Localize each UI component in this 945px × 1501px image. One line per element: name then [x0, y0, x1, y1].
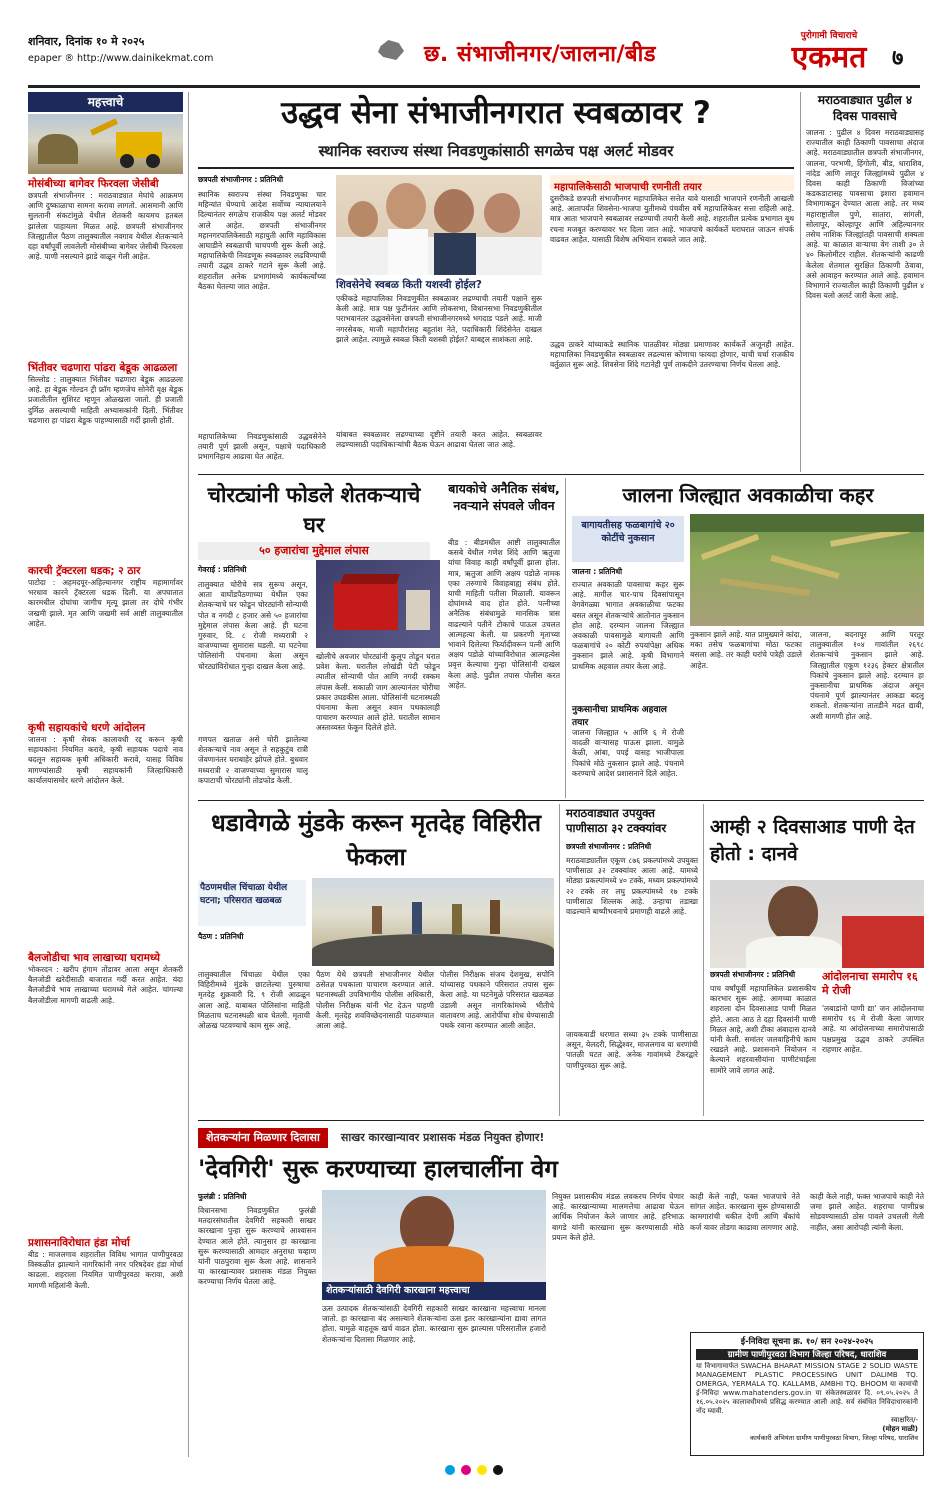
color-swatch	[477, 1465, 487, 1475]
color-swatch	[461, 1465, 471, 1475]
epaper-url[interactable]: epaper ® http://www.dainikekmat.com	[28, 53, 214, 64]
water-dateline: छत्रपती संभाजीनगर : प्रतिनिधी	[566, 842, 652, 851]
sidebar-item-title: भिंतीवर चढणारा पांढरा बेडूक आढळला	[28, 362, 178, 374]
tender-sign-name: (मोहन माळी)	[882, 1425, 918, 1433]
lead-body: यांबाबत स्वबळावर लढण्याच्या दृष्टीने तयारी करत आहेत. स्वबळावर लढण्यासाठी पदाधिकाऱ्यांची बैठक घेऊन आढावा घेतला जात आहे.	[336, 430, 542, 450]
tender-body: या विभागामार्फत SWACHA BHARAT MISSION STAGE 2 SOLID WASTE MANAGEMENT PLASTIC PROCESSING UNIT DALIMB TQ. OMERGA, YERMALA TQ. KALLAMB, AMBHI TQ. BHOOM या कामांची ई-निविदा www.mahatenders.gov.in या संकेतस्थळावर दि. ०९.०५.२०२५ ते १६.०५.२०२५ कालावधीमध्ये प्रसिद्ध करण्यात आली आहे. सर्व संबंधित निविदाधारकांनी नोंद घ्यावी.	[696, 1362, 918, 1415]
water-headline: मराठवाड्यात उपयुक्त पाणीसाठा ३२ टक्क्यांवर	[566, 806, 667, 835]
sidebar-item	[28, 362, 183, 557]
lead-body: महापालिकेच्या निवडणुकांसाठी उद्धवसेनेने तयारी पूर्ण झाली असून, पक्षाचे पदाधिकारी प्रभागनिहाय आढावा घेत आहेत.	[198, 432, 326, 462]
registration-strip	[28, 1465, 920, 1477]
sidebar-item-title: प्रशासनाविरोधात हंडा मोर्चा	[28, 1237, 130, 1249]
sugar-banner	[198, 1126, 924, 1146]
lead-subhead: स्थानिक स्वराज्य संस्था निवडणुकांसाठी सगळेच पक्ष अलर्ट मोडवर	[318, 142, 674, 160]
column-divider	[559, 804, 560, 1116]
danve-body: पाच वर्षांपूर्वी महापालिकेत प्रशासकीय कारभार सुरू आहे. आमच्या काळात शहराला दोन दिवसाआड पाणी मिळत होते. आता आठ ते दहा दिवसांनी पाणी मिळत आहे, अशी टीका अंबादास दानवे यांनी केली. समांतर जलवाहिनीचे काम रखडले आहे. प्रशासनाने नियोजन न केल्याने शहरवासीयांना पाणीटंचाईला सामोरे जावे लागत आहे.	[710, 984, 816, 1075]
weather-body: जालना : पुढील ४ दिवस मराठवाड्यासह राज्यातील काही ठिकाणी पावसाचा अंदाज आहे. मराठवाड्यातील छत्रपती संभाजीनगर, जालना, परभणी, हिंगोली, बीड, धाराशिव, नांदेड आणि लातूर जिल्ह्यांमध्ये पुढील ४ दिवस काही ठिकाणी विजांच्या कडकडाटासह पावसाचा इशारा हवामान विभागाकडून देण्यात आला आहे. तर मध्य महाराष्ट्रातील पुणे, सातारा, सांगली, सोलापूर, कोल्हापूर आणि अहिल्यानगर तसेच नाशिक जिल्ह्यांतही पावसाची शक्यता आहे. या काळात वाऱ्याचा वेग ताशी ३० ते ४० किलोमीटर राहील. शेतकऱ्यांनी काढणी केलेला शेतमाल सुरक्षित ठिकाणी ठेवावा, असे आवाहन करण्यात आले आहे. हवामान विभागाने राज्यातील काही ठिकाणी पुढील ४ दिवस यलो अलर्ट जारी केला आहे.	[806, 128, 924, 301]
murder-body: पोलीस निरीक्षक संजय देशमुख, सपोनि यांच्यासह पथकाने परिसरात तपास सुरू केला आहे. या घटनेमुळे परिसरात खळबळ उडाली असून नागरिकांमध्ये भीतीचे वातावरण आहे. आरोपींचा शोध घेण्यासाठी पथके रवाना करण्यात आली आहेत.	[440, 970, 554, 1031]
brand-tagline: पुरोगामी विचाराचे	[800, 31, 858, 41]
masthead	[0, 0, 945, 88]
bjp-strategy-body: दुसरीकडे छत्रपती संभाजीनगर महापालिकेत सत्तेत यावे यासाठी भाजपाने रणनीती आखली आहे. आतापर्यंत शिवसेना-भाजपा युतीमध्ये पंचवीस वर्षे महापालिकेवर सत्ता राहिली आहे. मात्र आता भाजपाने स्वबळावर लढण्याची तयारी केली आहे. शहरातील प्रत्येक प्रभागात बूथ रचना मजबूत करण्यावर भर दिला जात आहे. भाजपाचे कार्यकर्ते घराघरात जाऊन संपर्क वाढवत आहेत. यासाठी विशेष अभियान राबवले जात आहे.	[550, 194, 794, 244]
banana-farm-photo	[690, 514, 924, 626]
sidebar-item-title: बैलजोडीचा भाव लाखाच्या घरामध्ये	[28, 952, 160, 964]
jalna-sub: बागायतीसह फळबागांचे २० कोटींचे नुकसान	[572, 516, 684, 562]
murder-sub: पैठणमधील चिंचाळा येथील घटना; परिसरात खळबळ	[198, 880, 306, 926]
section-rule	[198, 474, 924, 475]
lead-dateline: छत्रपती संभाजीनगर : प्रतिनिधी	[198, 175, 284, 184]
sidebar-label: महत्त्वाचे	[28, 92, 183, 112]
section-rule	[198, 800, 924, 801]
affair-headline: बायकोचे अनैतिक संबंध, नवऱ्याने संपवले जीवन	[448, 481, 560, 513]
lead-rule	[198, 167, 794, 169]
page-number: ७	[892, 46, 904, 71]
theft-sub: ५० हजारांचा मुद्देमाल लंपास	[198, 542, 430, 560]
theft-body: खोलीचे अवजार चोरट्यांनी कुलूप तोडून घरात प्रवेश केला. घरातील लोखंडी पेटी फोडून त्यातील सोन्याची पोत आणि नगदी रक्कम लंपास केली. सकाळी जाग आल्यानंतर चोरीचा प्रकार उघडकीस आला. पोलिसांनी घटनास्थळी पंचनामा केला असून श्वान पथकालाही पाचारण करण्यात आले होते. घरातील सामान अस्ताव्यस्त फेकून दिलेले होते.	[316, 652, 440, 733]
danve-body: काही केले नाही, फक्त भाजपाचे काही नेते जमा झाले आहेत. शहराचा पाणीप्रश्न सोडवण्यासाठी ठोस पावले उचलली गेली नाहीत, असा आरोपही त्यांनी केला.	[810, 1192, 924, 1232]
water-body: मराठवाड्यातील एकूण ८७६ प्रकल्पांमध्ये उपयुक्त पाणीसाठा ३२ टक्क्यांवर आला आहे. यामध्ये मोठ्या प्रकल्पांमध्ये ४० टक्के, मध्यम प्रकल्पांमध्ये २२ टक्के तर लघु प्रकल्पांमध्ये १७ टक्के पाणीसाठा शिल्लक आहे. उन्हाचा तडाखा वाढल्याने बाष्पीभवनाचे प्रमाणही वाढले आहे.	[566, 856, 698, 917]
danve-photo	[710, 880, 924, 968]
broken-box-photo	[316, 560, 440, 648]
weather-title: मराठवाड्यात पुढील ४ दिवस पावसाचे	[817, 93, 913, 123]
sidebar-item	[28, 565, 183, 715]
tender-title: ई-निविदा सूचना क्र. १०/ सन २०२४-२०२५	[740, 1337, 874, 1347]
column-divider	[565, 478, 566, 798]
sidebar-divider	[188, 92, 189, 1457]
issue-date: शनिवार, दिनांक १० मे २०२५	[28, 35, 145, 48]
column-divider	[703, 804, 704, 1116]
bjp-strategy-body: उद्धव ठाकरे यांच्याकडे स्थानिक पातळीवर मोठ्या प्रमाणावर कार्यकर्ते अजूनही आहेत. महापालिका निवडणुकीत स्वबळावर लढल्यास कोणाचा फायदा होणार, याची चर्चा राजकीय वर्तुळात सुरू आहे. शिवसेना शिंदे गटानेही पूर्ण ताकदीने उतरण्याचा निर्णय घेतला आहे.	[550, 340, 794, 370]
jcb-photo	[28, 114, 183, 174]
jalna-body: राज्यात अवकाळी पावसाचा कहर सुरू आहे. मागील चार-पाच दिवसांपासून वेगवेगळ्या भागात अवकाळीचा फटका बसत असून शेतकऱ्यांचे आतोनात नुकसान होत आहे. दरम्यान जालना जिल्ह्यात अवकाळी पावसामुळे बागायती आणि फळबागांचे २० कोटी रुपयांपेक्षा अधिक नुकसान झाले आहे. कृषी विभागाने प्राथमिक अहवाल तयार केला आहे.	[572, 580, 684, 671]
sugar-body: विधानसभा निवडणुकीत फुलंब्री मतदारसंघातील देवगिरी सहकारी साखर कारखाना पुन्हा सुरू करण्याचे आश्वासन देण्यात आले होते. त्यानुसार हा कारखाना सुरू करण्यासाठी आमदार अनुराधा चव्हाण यांनी पाठपुरावा सुरू केला आहे. शासनाने या कारखान्यावर प्रशासक मंडळ नियुक्त करण्याचा निर्णय घेतला आहे.	[198, 1206, 316, 1287]
sidebar-item-title: मोसंबीच्या बागेवर फिरवला जेसीबी	[28, 178, 159, 190]
lead-headline: उद्धव सेना संभाजीनगरात स्वबळावर ?	[281, 95, 711, 131]
sugar-banner-right: साखर कारखान्यावर प्रशासक मंडळ नियुक्त होणार!	[340, 1131, 545, 1144]
jalna-body: जालना, बदनापूर आणि परतूर तालुक्यातील १०४ गावांतील २६९८ शेतकऱ्यांचे नुकसान झाले आहे. जिल्ह्यातील एकूण १२३६ हेक्टर क्षेत्रातील पिकांचे नुकसान झाले आहे. दरम्यान हा नुकसानीचा प्राथमिक अंदाज असून पंचनामे पूर्ण झाल्यानंतर आकडा बदलू शकतो. शेतकऱ्यांना तातडीने मदत द्यावी, अशी मागणी होत आहे.	[810, 630, 924, 721]
sugar-photo-caption: शेतकऱ्यांसाठी देवगिरी कारखाना महत्त्वाचा	[322, 1282, 546, 1300]
theft-body: तालुक्यात चोरीचे सत्र सुरूच असून, आता वाघोंडपैठणाच्या येथील एका शेतकऱ्याचे घर फोडून चोरट्यांनी सोन्याची पोत व नगदी ८ हजार असे ५० हजारांचा मुद्देमाल लंपास केला आहे. ही घटना गुरुवार, दि. ८ रोजी मध्यरात्री २ वाजण्याच्या सुमारास घडली. या घटनेचा पोलिसांनी पंचनामा केला असून चोरट्यांविरोधात गुन्हा दाखल केला आहे.	[198, 580, 308, 671]
murder-dateline: पैठण : प्रतिनिधी	[198, 932, 244, 941]
sugar-dateline: फुलंब्री : प्रतिनिधी	[198, 1192, 247, 1201]
danve-sub-body: 'लबाडांनो पाणी द्या' जन आंदोलनाचा समारोप १६ मे रोजी केला जाणार आहे. या आंदोलनाच्या समारोपासाठी पक्षप्रमुख उद्धव ठाकरे उपस्थित राहणार आहेत.	[822, 1004, 924, 1054]
brand-logo	[778, 28, 880, 84]
theft-dateline: गेवराई : प्रतिनिधी	[198, 565, 247, 574]
mla-photo	[322, 1190, 546, 1282]
sidebar-item-body: भोकरदन : खरीप हंगाम तोंडावर आला असून शेतकरी बैलजोडी खरेदीसाठी बाजारात गर्दी करत आहेत. यंदा बैलजोडीचे भाव लाखाच्या घरामध्ये गेले आहेत. चांगल्या बैलजोडीला मागणी वाढली आहे.	[28, 965, 183, 1005]
sidebar-item-body: छत्रपती संभाजीनगर : मराठवाड्यात मेघांचे आक्रमण आणि दुष्काळाचा सामना करावा लागतो. आसमानी आणि सुलतानी संकटांमुळे येथील शेतकरी कायमच हतबल झालेला पाहायला मिळत आहे. छत्रपती संभाजीनगर जिल्ह्यातील पैठण तालुक्यातील नवगाव येथील शेतकऱ्याने दहा वर्षांपूर्वी लावलेली मोसंबीच्या बागेवर जेसीबी फिरवला आहे. पाणी नसल्याने झाडे वाळून गेली आहेत.	[28, 191, 183, 262]
leaders-photo	[336, 175, 542, 275]
jalna-body: जालना जिल्ह्यात ५ आणि ६ मे रोजी वादळी वाऱ्यासह पाऊस झाला. यामुळे केळी, आंबा, पपई यासह भाजीपाला पिकांचे मोठे नुकसान झाले आहे. पंचनामे करण्याचे आदेश प्रशासनाने दिले आहेत.	[572, 728, 684, 778]
sidebar-item	[28, 722, 183, 947]
sidebar-item-body: सिल्लोड : तालुक्यात भिंतीवर चढणारा बेडूक आढळला आहे. हा बेडूक गोल्डन ट्री फ्रॉग म्हणजेच सोनेरी वृक्ष बेडूक प्रजातीतील सुशिरट म्हणून ओळखला जातो. ही प्रजाती दुर्मिळ असल्याची माहिती अभ्यासकांनी दिली. भिंतीवर चढणारा हा पांढरा बेडूक पाहण्यासाठी गर्दी झाली होती.	[28, 375, 183, 425]
murder-body: पैठण येथे छत्रपती संभाजीनगर येथील ठसेतज्ञ पथकाला पाचारण करण्यात आले. घटनास्थळी उपविभागीय पोलीस अधिकारी, पोलीस निरीक्षक यांनी भेट देऊन पाहणी केली. मृतदेह शवविच्छेदनासाठी पाठवण्यात आला आहे.	[316, 970, 434, 1031]
water-body: जायकवाडी धरणात सध्या ३५ टक्के पाणीसाठा असून, येलदरी, सिद्धेश्वर, माजलगाव या धरणांची पातळी घटत आहे. अनेक गावांमध्ये टँकरद्वारे पाणीपुरवठा सुरू आहे.	[566, 1030, 698, 1070]
masthead-rule	[28, 85, 920, 88]
crime-scene-photo	[312, 878, 554, 966]
tender-notice	[690, 1332, 924, 1456]
sugar-caption-text: ऊस उत्पादक शेतकऱ्यांसाठी देवगिरी सहकारी साखर कारखाना महत्त्वाचा मानला जातो. हा कारखाना बंद असल्याने शेतकऱ्यांना ऊस इतर कारखान्यांना द्यावा लागत होता. यामुळे वाहतूक खर्च वाढत होता. कारखाना सुरू झाल्यास परिसरातील हजारो शेतकऱ्यांना दिलासा मिळणार आहे.	[322, 1304, 546, 1344]
sidebar-item-title: कृषी सहायकांचे धरणे आंदोलन	[28, 722, 146, 734]
sidebar-item	[28, 1237, 183, 1455]
lead-caption-text: एकीकडे महापालिका निवडणुकीत स्वबळावर लढण्याची तयारी पक्षाने सुरू केली आहे. मात्र पक्ष फुटीनंतर आणि लोकसभा, विधानसभा निवडणुकीतील पराभवानंतर उद्धवसेनेला छत्रपती संभाजीनगरमध्ये भगदाड पडले आहे. माजी नगरसेवक, माजी महापौरांसह बहुतांश नेते, पदाधिकारी शिंदेसेनेत दाखल झाले आहेत. त्यामुळे स्वबळ किती यशस्वी होईल? याबद्दल साशंकता आहे.	[336, 294, 542, 344]
tender-dept: ग्रामीण पाणीपुरवठा विभाग जिल्हा परिषद, धाराशिव	[696, 1349, 918, 1360]
tender-sign-role: कार्यकारी अभियंता ग्रामीण पाणीपुरवठा विभाग, जिल्हा परिषद, धाराशिव	[750, 1434, 918, 1442]
tender-sign-place: स्वाक्षरित/-	[891, 1416, 918, 1424]
danve-sub: आंदोलनाचा समारोप १६ मे रोजी	[822, 970, 918, 997]
murder-body: तालुक्यातील चिंचाळा येथील एका विहिरीमध्ये मुंडके छाटलेल्या पुरुषाचा मृतदेह शुक्रवारी दि. ९ रोजी आढळून आला आहे. याबाबत पोलिसांना माहिती मिळताच घटनास्थळी धाव घेतली. मृताची ओळख पटवण्याचे काम सुरू आहे.	[198, 970, 310, 1031]
sidebar-item-title: कारची ट्रॅक्टरला धडक; २ ठार	[28, 565, 141, 577]
murder-headline: धडावेगळे मुंडके करून मृतदेह विहिरीत फेकला	[210, 809, 542, 871]
jalna-headline: जालना जिल्ह्यात अवकाळीचा कहर	[622, 483, 874, 507]
lead-body: स्थानिक स्वराज्य संस्था निवडणुका चार महिन्यांत घेण्याचे आदेश सर्वोच्च न्यायालयाने दिल्यानंतर सगळेच राजकीय पक्ष अलर्ट मोडवर आले आहेत. छत्रपती संभाजीनगर महानगरपालिकेसाठी महायुती आणि महाविकास आघाडीने स्वबळाची चाचपणी सुरू केली आहे. महापालिकेची निवडणूक स्वबळावर लढविण्याची तयारी उद्धव ठाकरे गटाने सुरू केली आहे. शहरातील अनेक प्रभागांमध्ये कार्यकर्त्यांच्या बैठका घेतल्या जात आहेत.	[198, 190, 326, 291]
map-icon	[378, 40, 404, 60]
jalna-photo-caption: नुकसान झाले आहे. यात प्रामुख्याने कांदा, मका तसेच फळबागांचा मोठा फटका बसला आहे. तर काही घरांचे पत्रेही उडाले आहेत.	[690, 630, 802, 670]
sugar-body: नियुक्त प्रशासकीय मंडळ लवकरच निर्णय घेणार आहे. कारखान्याच्या मालमत्तेचा आढावा घेऊन आर्थिक नियोजन केले जाणार आहे. हरिभाऊ बागडे यांनी कारखाना सुरू करण्यासाठी मोठे प्रयत्न केले होते.	[552, 1192, 684, 1242]
sugar-body: काही केले नाही, फक्त भाजपाचे नेते सांगत आहेत. कारखाना सुरू होण्यासाठी कामगारांची थकीत देणी आणि बँकांचे कर्ज यावर तोडगा काढावा लागणार आहे.	[690, 1192, 800, 1232]
jalna-dateline: जालना : प्रतिनिधी	[572, 567, 623, 576]
affair-body: बीड : बीडमधील आष्टी तालुक्यातील कसबे येथील गणेश शिंदे आणि ऋतुजा यांचा विवाह काही वर्षांपूर्वी झाला होता. मात्र, ऋतुजा आणि अक्षय पडोळे नामक एका तरुणाचे विवाहबाह्य संबंध होते. याची माहिती पतीला मिळाली. यावरून दोघांमध्ये वाद होत होते. पत्नीच्या अनैतिक संबंधामुळे मानसिक त्रास वाढल्याने पतीने टोकाचे पाऊल उचलत आत्महत्या केली. या प्रकरणी मृताच्या भावाने दिलेल्या फिर्यादीवरून पत्नी आणि अक्षय पडोळे यांच्याविरोधात आत्महत्येस प्रवृत्त केल्याचा गुन्हा पोलिसांनी दाखल केला आहे. पुढील तपास पोलीस करत आहेत.	[448, 538, 560, 690]
danve-dateline: छत्रपती संभाजीनगर : प्रतिनिधी	[710, 970, 796, 979]
theft-body: गणपत खताळ असे चोरी झालेल्या शेतकऱ्याचे नाव असून ते सहकुटुंब रात्री जेवणानंतर घराबाहेर झोपले होते. बुधवार मध्यरात्री २ वाजण्याच्या सुमारास चालू कपाटाची चोरट्यांनी तोडफोड केली.	[198, 735, 308, 785]
sidebar-item	[28, 178, 183, 356]
sidebar-item-body: बीड : माजलगाव शहरातील विविध भागात पाणीपुरवठा विस्कळीत झाल्याने नागरिकांनी नगर परिषदेवर हंडा मोर्चा काढला. शहराला नियमित पाणीपुरवठा करावा, अशी मागणी महिलांनी केली.	[28, 1250, 183, 1290]
lead-divider	[800, 92, 801, 472]
brand-name: एकमत	[791, 40, 867, 75]
color-swatch	[445, 1465, 455, 1475]
sidebar-item	[28, 952, 183, 1232]
sugar-headline: 'देवगिरी' सुरू करण्याच्या हालचालींना वेग	[198, 1155, 558, 1183]
color-swatch	[493, 1465, 503, 1475]
sugar-banner-left: शेतकऱ्यांना मिळणार दिलासा	[198, 1128, 328, 1148]
danve-headline: आम्ही २ दिवसाआड पाणी देत होतो : दानवे	[710, 816, 915, 865]
theft-headline: चोरट्यांनी फोडले शेतकऱ्याचे घर	[207, 483, 421, 537]
sidebar-item-body: जालना : कृषी सेवक कालावधी रद्द करून कृषी सहायकांना नियमित करावे, कृषी सहायक पदाचे नाव बदलून सहायक कृषी अधिकारी करावे, यासह विविध मागण्यांसाठी कृषी सहायकांनी जिल्हाधिकारी कार्यालयासमोर धरणे आंदोलन केले.	[28, 735, 183, 785]
section-title: छ. संभाजीनगर/जालना/बीड	[424, 42, 657, 67]
sidebar-item-body: पाटोदा : अहमदपूर-अहिल्यानगर राष्ट्रीय महामार्गावर भरधाव कारने ट्रॅक्टरला धडक दिली. या अपघातात कारमधील दोघांचा जागीच मृत्यू झाला तर दोघे गंभीर जखमी झाले. मृत आणि जखमी सर्व आष्टी तालुक्यातील आहेत.	[28, 578, 183, 628]
loss-report-title: नुकसानीचा प्राथमिक अहवाल तयार	[572, 705, 667, 728]
sidebar	[28, 92, 183, 1457]
section-rule	[198, 1120, 924, 1121]
lead-photo-caption: शिवसेनेचे स्वबळ किती यशस्वी होईल?	[336, 279, 482, 291]
bjp-strategy-title: महापालिकेसाठी भाजपाची रणनीती तयार	[550, 175, 794, 191]
